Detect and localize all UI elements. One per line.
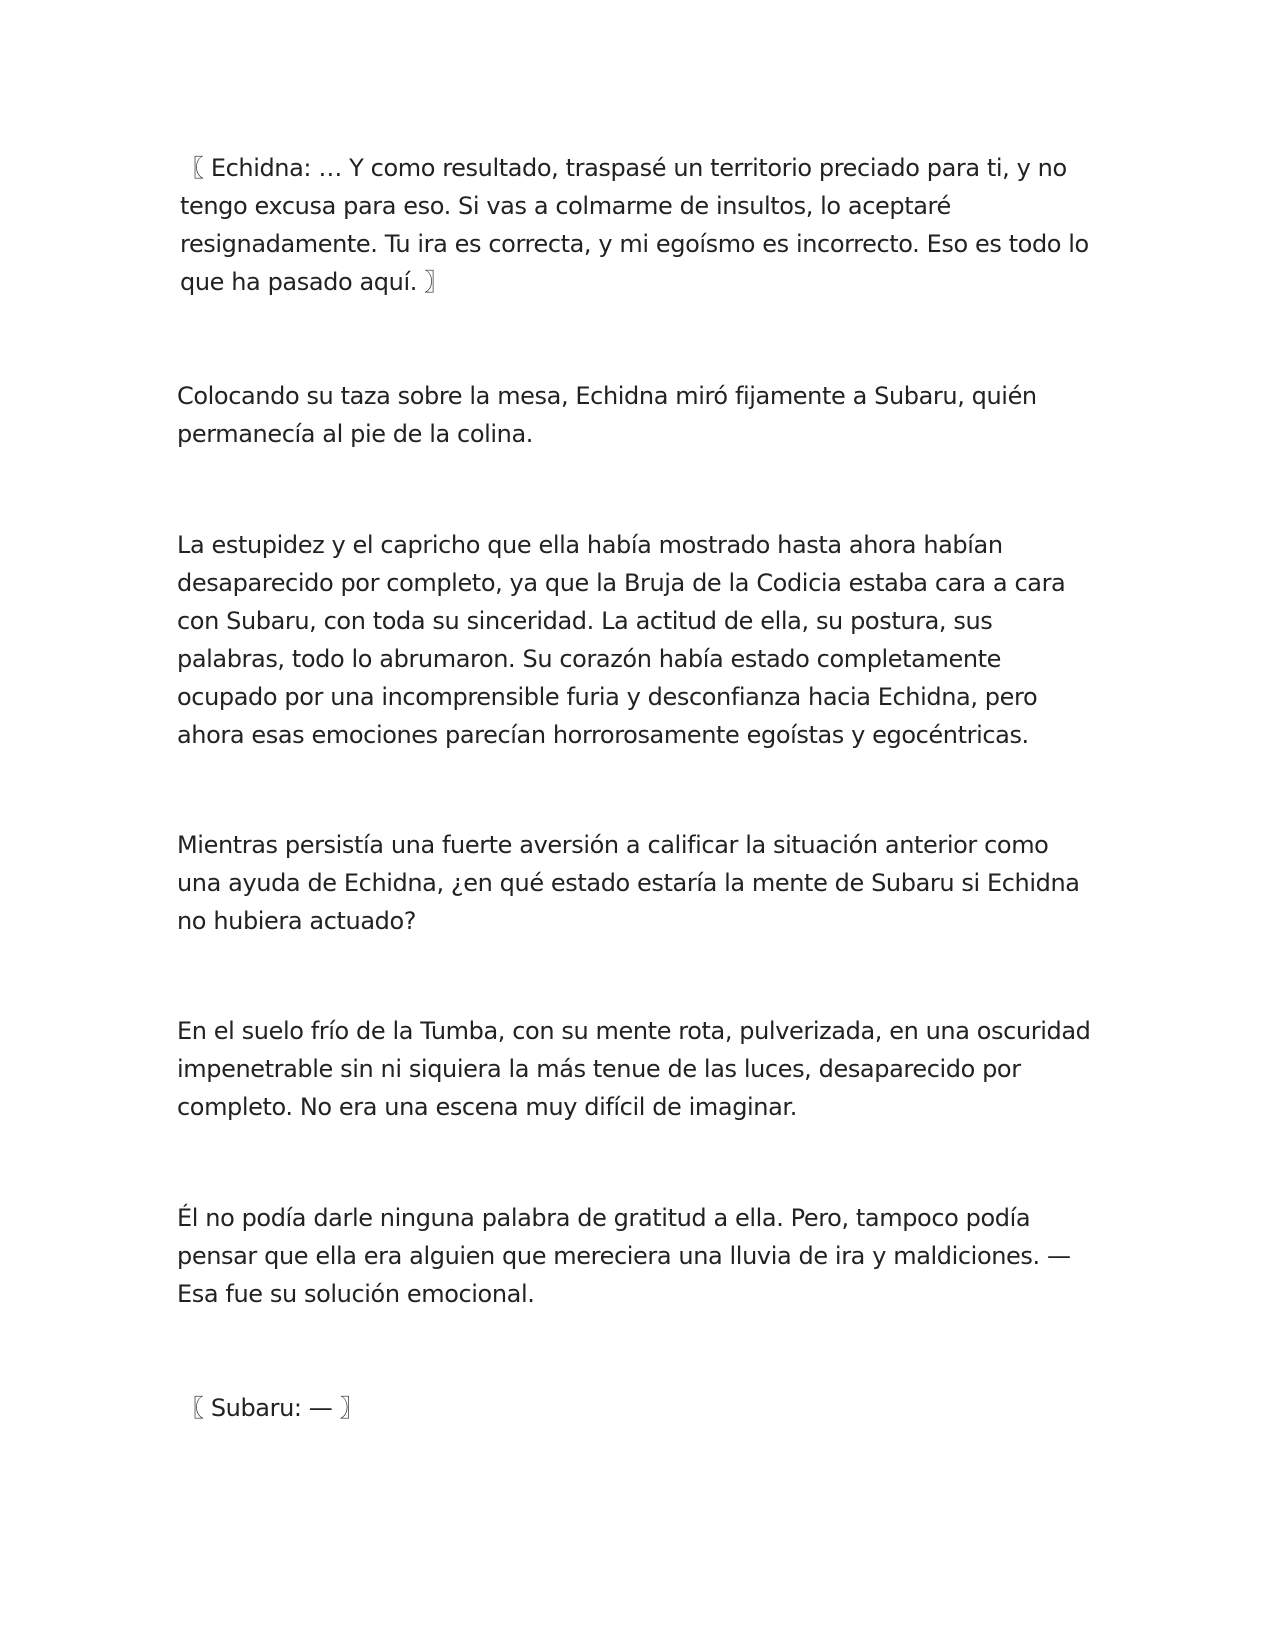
narration-paragraph: En el suelo frío de la Tumba, con su mente rota, pulverizada, en una oscuridad impenetrable sin ni siquiera la más tenue de las luces, desaparecido por completo. No era una escena muy difícil de imaginar.	[177, 1017, 1091, 1121]
subaru-dialogue: 〖 Subaru: — 〗	[180, 1394, 364, 1422]
narration-paragraph: Él no podía darle ninguna palabra de gratitud a ella. Pero, tampoco podía pensar que ella era alguien que mereciera una lluvia de ira y maldiciones. — Esa fue su solución emocional.	[177, 1204, 1071, 1308]
narration-paragraph: Mientras persistía una fuerte aversión a calificar la situación anterior como una ayuda de Echidna, ¿en qué estado estaría la mente de Subaru si Echidna no hubiera actuado?	[177, 831, 1080, 935]
narration-paragraph: Colocando su taza sobre la mesa, Echidna miró fijamente a Subaru, quién permanecía al pie de la colina.	[177, 382, 1037, 448]
echidna-dialogue: 〖 Echidna: … Y como resultado, traspasé un territorio preciado para ti, y no tengo excusa para eso. Si vas a colmarme de insultos, lo aceptaré resignadamente. Tu ira es correcta, y mi egoísmo es incorrecto. Eso es todo lo que ha pasado aquí. 〗	[180, 154, 1089, 296]
narration-paragraph: La estupidez y el capricho que ella había mostrado hasta ahora habían desaparecido por completo, ya que la Bruja de la Codicia estaba cara a cara con Subaru, con toda su sinceridad. La actitud de ella, su postura, sus palabras, todo lo abrumaron. Su corazón había estado completamente ocupado por una incomprensible furia y desconfianza hacia Echidna, pero ahora esas emociones parecían horrorosamente egoístas y egocéntricas.	[177, 531, 1066, 749]
